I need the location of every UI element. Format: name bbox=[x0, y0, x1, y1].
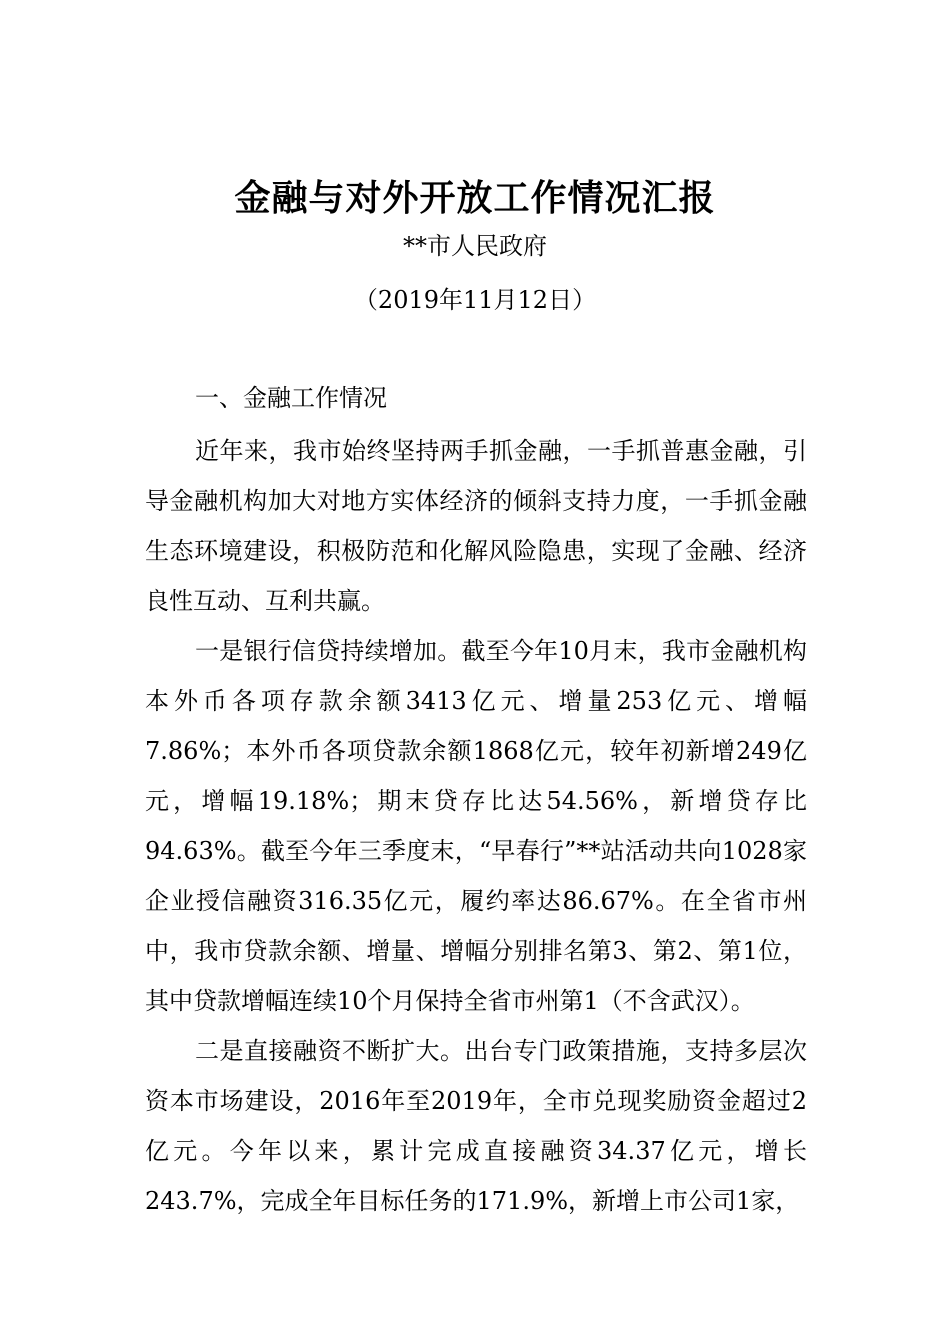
document-author: **市人民政府 bbox=[403, 232, 547, 260]
paragraph-text: 出台专门政策措施，支持多层次资本市场建设，2016年至2019年，全市兑现奖励资金超过2亿元。今年以来，累计完成直接融资34.37亿元，增长243.7%，完成全年目标任务的171.9%，新增上市公司1家， bbox=[145, 1037, 807, 1215]
section-heading: 一、金融工作情况 bbox=[195, 384, 387, 412]
paragraph-lead: 一是银行信贷持续增加。 bbox=[195, 637, 462, 665]
document-title: 金融与对外开放工作情况汇报 bbox=[234, 177, 716, 219]
paragraph-text: 截至今年10月末，我市金融机构本外币各项存款余额3413亿元、增量253亿元、增幅7.86%；本外币各项贷款余额1868亿元，较年初新增249亿元，增幅19.18%；期末贷存比达54.56%，新增贷存比94.63%。截至今年三季度末，“早春行”**站活动共向1028家企业授信融资316.35亿元，履约率达86.67%。在全省市州中，我市贷款余额、增量、增幅分别排名第3、第2、第1位，其中贷款增幅连续10个月保持全省市州第1（不含武汉）。 bbox=[145, 637, 807, 1015]
paragraph-text: 近年来，我市始终坚持两手抓金融，一手抓普惠金融，引导金融机构加大对地方实体经济的倾斜支持力度，一手抓金融生态环境建设，积极防范和化解风险隐患，实现了金融、经济良性互动、互利共赢。 bbox=[145, 437, 807, 615]
paragraph-lead: 二是直接融资不断扩大。 bbox=[195, 1037, 465, 1065]
paragraph bbox=[145, 1026, 807, 1226]
paragraph bbox=[145, 426, 807, 626]
document-body bbox=[145, 378, 807, 1226]
paragraph bbox=[145, 626, 807, 1026]
document-date: （2019年11月12日） bbox=[353, 286, 597, 314]
